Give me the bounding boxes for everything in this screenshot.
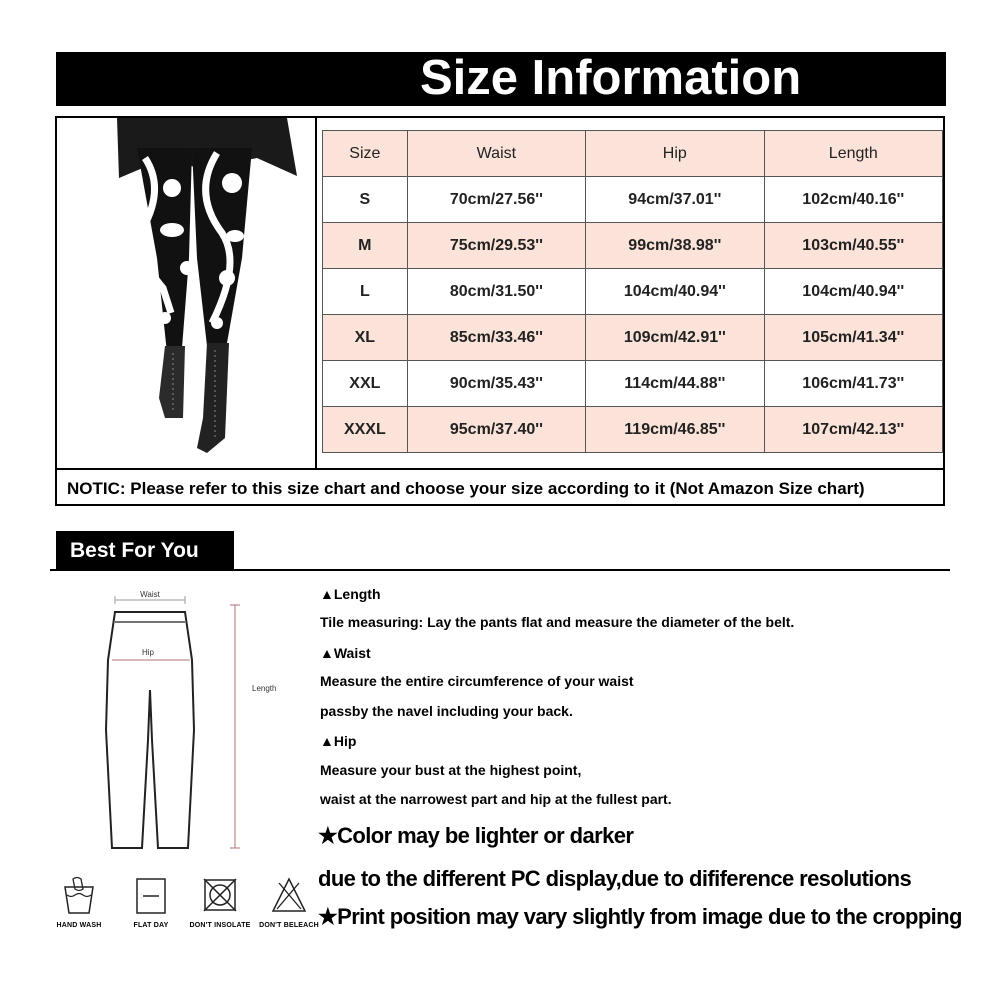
table-cell: 85cm/33.46'' xyxy=(407,315,585,361)
color-disclaimer: due to the different PC display,due to difiference resolutions xyxy=(318,866,912,891)
care-label: DON'T INSOLATE xyxy=(189,922,251,929)
table-cell: S xyxy=(323,177,408,223)
no-sun-icon xyxy=(200,875,240,915)
table-row xyxy=(323,407,943,453)
table-header-row xyxy=(323,131,943,177)
hip-text: waist at the narrowest part and hip at the fullest part. xyxy=(320,791,672,807)
print-disclaimer: ★Print position may vary slightly from image due to the cropping xyxy=(318,904,962,929)
care-label: DON'T BELEACH xyxy=(259,922,319,929)
table-cell: XXXL xyxy=(323,407,408,453)
table-cell: 99cm/38.98'' xyxy=(586,223,764,269)
table-row xyxy=(323,361,943,407)
table-cell: 109cm/42.91'' xyxy=(586,315,764,361)
column-header: Waist xyxy=(407,131,585,177)
table-cell: 70cm/27.56'' xyxy=(407,177,585,223)
table-cell: 104cm/40.94'' xyxy=(586,269,764,315)
flat-dry-icon xyxy=(133,875,169,915)
table-cell: XL xyxy=(323,315,408,361)
table-row xyxy=(323,223,943,269)
table-cell: M xyxy=(323,223,408,269)
waist-text: Measure the entire circumference of your waist xyxy=(320,673,634,689)
color-disclaimer: ★Color may be lighter or darker xyxy=(318,823,634,848)
table-row xyxy=(323,269,943,315)
table-cell: XXL xyxy=(323,361,408,407)
table-cell: 103cm/40.55'' xyxy=(764,223,942,269)
measurement-diagram xyxy=(60,580,300,860)
product-photo xyxy=(57,118,317,468)
care-no-bleach xyxy=(254,875,324,929)
table-cell: 102cm/40.16'' xyxy=(764,177,942,223)
table-cell: 106cm/41.73'' xyxy=(764,361,942,407)
hip-text: Measure your bust at the highest point, xyxy=(320,762,582,778)
table-cell: L xyxy=(323,269,408,315)
hand-wash-icon xyxy=(61,875,97,915)
column-header: Length xyxy=(764,131,942,177)
length-heading: ▲Length xyxy=(320,586,381,602)
waist-text: passby the navel including your back. xyxy=(320,703,573,719)
table-cell: 119cm/46.85'' xyxy=(586,407,764,453)
table-cell: 114cm/44.88'' xyxy=(586,361,764,407)
divider xyxy=(50,569,950,571)
length-label: Length xyxy=(252,684,277,693)
size-chart-box xyxy=(55,116,945,506)
length-text: Tile measuring: Lay the pants flat and measure the diameter of the belt. xyxy=(320,614,795,630)
section-title: Best For You xyxy=(56,531,234,569)
size-table xyxy=(322,130,943,453)
table-row xyxy=(323,177,943,223)
no-bleach-icon xyxy=(269,875,309,915)
table-cell: 104cm/40.94'' xyxy=(764,269,942,315)
table-cell: 94cm/37.01'' xyxy=(586,177,764,223)
care-hand-wash xyxy=(44,875,114,929)
divider xyxy=(57,468,943,470)
care-flat-dry xyxy=(116,875,186,929)
hip-heading: ▲Hip xyxy=(320,733,357,749)
column-header: Size xyxy=(323,131,408,177)
table-cell: 95cm/37.40'' xyxy=(407,407,585,453)
table-cell: 75cm/29.53'' xyxy=(407,223,585,269)
page-title: Size Information xyxy=(420,51,802,105)
table-cell: 105cm/41.34'' xyxy=(764,315,942,361)
hip-label: Hip xyxy=(141,648,155,657)
waist-label: Waist xyxy=(140,590,160,599)
care-label: HAND WASH xyxy=(56,922,102,929)
column-header: Hip xyxy=(586,131,764,177)
care-no-sun xyxy=(185,875,255,929)
waist-heading: ▲Waist xyxy=(320,645,371,661)
table-row xyxy=(323,315,943,361)
care-label: FLAT DAY xyxy=(133,922,169,929)
size-notice: NOTIC: Please refer to this size chart and choose your size according to it (Not Amazon Size chart) xyxy=(67,479,865,498)
table-cell: 90cm/35.43'' xyxy=(407,361,585,407)
table-cell: 107cm/42.13'' xyxy=(764,407,942,453)
table-cell: 80cm/31.50'' xyxy=(407,269,585,315)
